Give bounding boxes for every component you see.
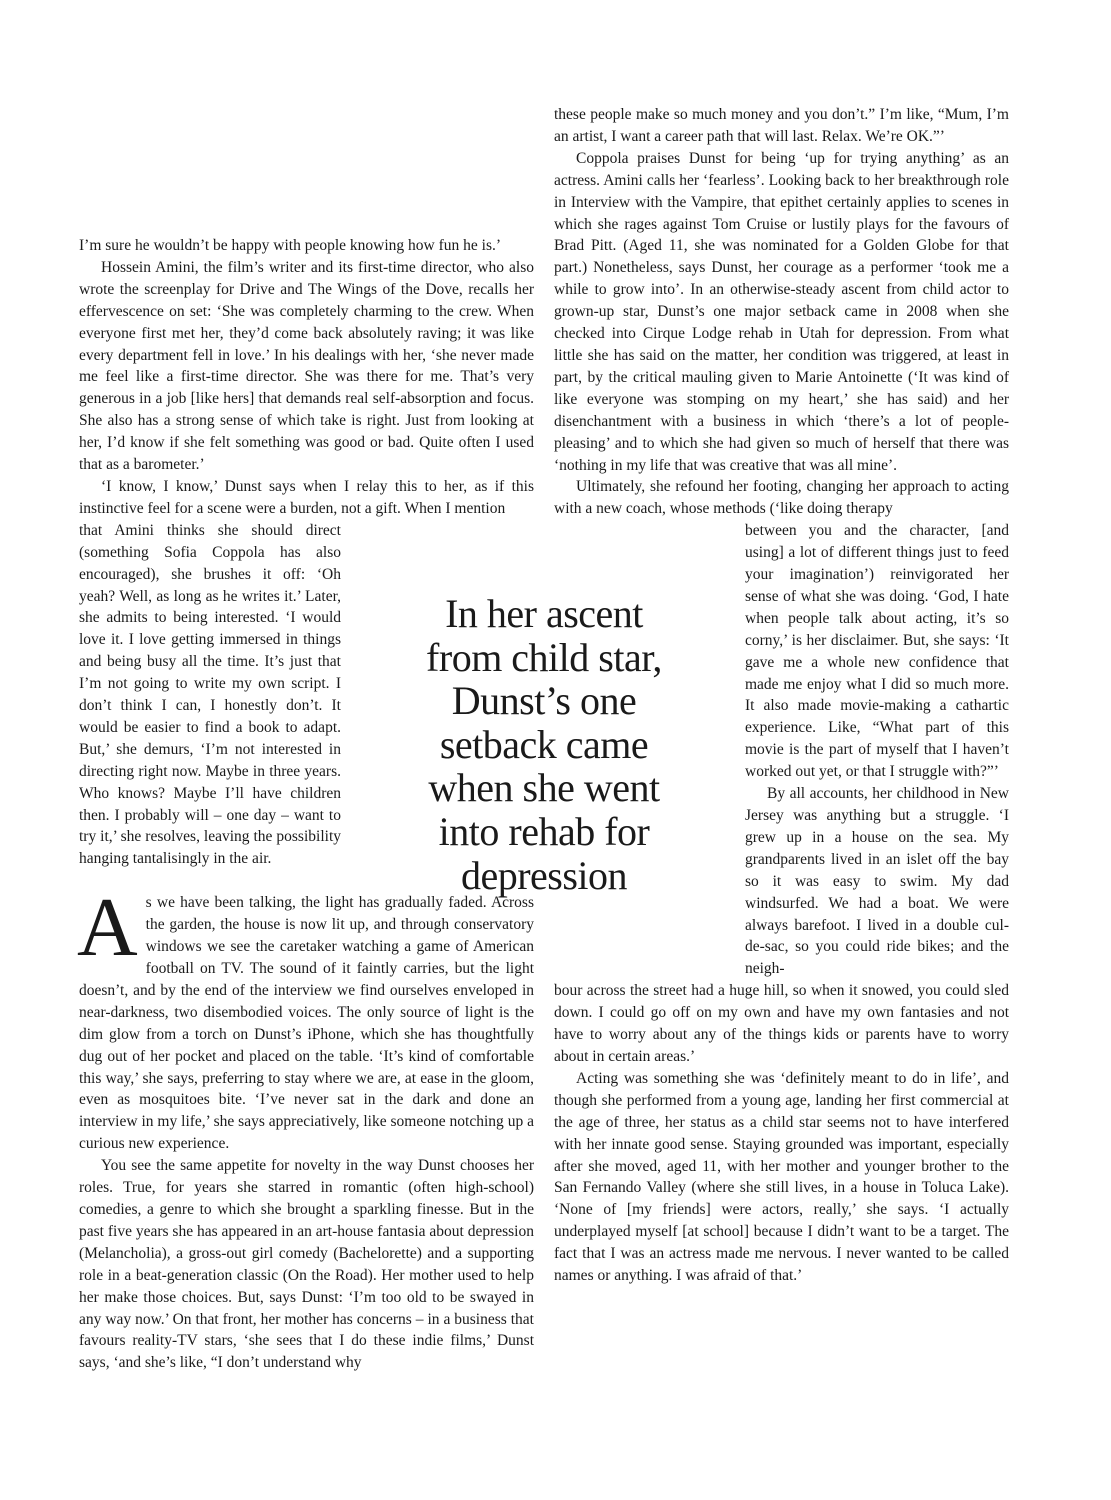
narrow-text-block — [79, 520, 341, 871]
paragraph — [77, 881, 534, 1155]
paragraph: bour across the street had a huge hill, so when it snowed, you could sled down. I could go off on my own and have my own fantasies and not have to worry about any of the things kids or parents have to worry about in certain areas.’ — [554, 982, 1009, 1065]
drop-cap: A — [77, 881, 138, 975]
paragraph: Acting was something she was ‘definitely meant to do in life’, and though she performed from a young age, landing her first commercial at the age of three, her status as a child star seems not to have interfered with her innate good sense. Staying grounded was important, especially after she moved, aged 11, with her mother and younger brother to the San Fernando Valley (where she still lives, in a house in Toluca Lake). ‘None of [my friends] were actors, really,’ she says. ‘I actually underplayed myself [at school] because I didn’t want to be a target. The fact that I was an actress made me nervous. I never wanted to be called names or anything. I was afraid of that.’ — [554, 1069, 1009, 1285]
paragraph: ‘I know, I know,’ Dunst says when I relay this to her, as if this instinctive feel for a scene were a burden, not a gift. When I mention — [79, 477, 534, 517]
paragraph: these people make so much money and you don’t.” I’m like, “Mum, I’m an artist, I want a career path that will last. Relax. We’re OK.”’ — [554, 106, 1009, 145]
paragraph: By all accounts, her childhood in New Jersey was anything but a struggle. ‘I grew up in a house on the sea. My grandparents lived in an islet off the bay so it was easy to swim. My dad windsurfed. We had a boat. We were always barefoot. I lived in a double cul-de-sac, so you could ride bikes; and the neigh- — [745, 785, 1009, 978]
paragraph: Ultimately, she refound her footing, changing her approach to acting with a new coach, whose methods (‘like doing therapy — [554, 478, 1009, 518]
paragraph: that Amini thinks she should direct (something Sofia Coppola has also encouraged), she brushes it off: ‘Oh yeah? Well, as long as he writes it.’ Later, she admits to being interested. ‘I would love it. I love getting immersed in things and being busy all the time. It’s just that I’m not going to write my own script. I don’t think I can, I honestly don’t. It would be easier to find a book to adapt. But,’ she demurs, ‘I’m not interested in directing right now. Maybe in three years. Who knows? Maybe I’ll have children then. I probably will – one day – want to try it,’ she resolves, leaving the possibility hanging tantalisingly in the air. — [79, 521, 341, 868]
narrow-text-block — [745, 520, 1009, 980]
paragraph: Hossein Amini, the film’s writer and its first-time director, who also wrote the screenplay for Drive and The Wings of the Dove, recalls her effervescence on set: ‘She was completely charming to the crew. When everyone first met her, they’d come back absolutely raving; it was like every department fell in love.’ In his dealings with her, ‘she never made me feel like a first-time director. She was there for me. That’s very generous in a job [like hers] that demands real self-absorption and focus. She also has a strong sense of which take is right. Just from looking at her, I’d know if she felt something was good or bad. Quite often I used that as a barometer.’ — [79, 258, 534, 474]
pull-quote: In her ascent from child star, Dunst’s one setback came when she went into rehab for depression — [426, 591, 662, 898]
paragraph: between you and the character, [and using] a lot of different things just to feed your imagination’) reinvigorated her sense of what she was doing. ‘God, I hate when people talk about acting, it’s so corny,’ is her disclaimer. But, she says: ‘It gave me a whole new confidence that made me enjoy what I did so much more. It also made movie-making a cathartic experience. Like, “What part of this movie is the part of myself that I haven’t worked out yet, or that I struggle with?”’ — [745, 522, 1009, 781]
paragraph: You see the same appetite for novelty in the way Dunst chooses her roles. True, for years she starred in romantic (often high-school) comedies, a genre to which she brought a sparkling finesse. But in the past five years she has appeared in an art-house fantasia about depression (Melancholia), a gross-out girl comedy (Bachelorette) and a supporting role in a beat-generation classic (On the Road). Her mother used to help her make those choices. But, says Dunst: ‘I’m too old to be swayed in any way now.’ On that front, her mother has concerns – in a business that favours reality-TV stars, ‘she sees that I do these indie films,’ Dunst says, ‘and she’s like, “I don’t understand why — [79, 1157, 534, 1372]
paragraph: I’m sure he wouldn’t be happy with people knowing how fun he is.’ — [79, 237, 502, 254]
right-column — [554, 104, 1009, 1287]
paragraph: Coppola praises Dunst for being ‘up for trying anything’ as an actress. Amini calls her ‘fearless’. Looking back to her breakthrough role in Interview with the Vampire, that epithet certainly applies to scenes in which she rages against Tom Cruise or lustily plays for the favours of Brad Pitt. (Aged 11, she was nominated for a Golden Globe for that part.) Nonetheless, says Dunst, her courage as a performer ‘took me a while to grow into’. In an otherwise-steady ascent from child actor to grown-up star, Dunst’s one major setback came in 2008 when she checked into Cirque Lodge rehab in Utah for depression. From what little she has said on the matter, her condition was triggered, at least in part, by the critical mauling given to Marie Antoinette (‘It was kind of like everyone was stomping on my heart,’ she has said) and her disenchantment with a business in which ‘there’s a lot of people-pleasing’ and to which she had given so much of herself that there was ‘nothing in my life that was creative that was all mine’. — [554, 149, 1009, 474]
paragraph-text: s we have been talking, the light has gradually faded. Across the garden, the house is now lit up, and through conservatory windows we see the caretaker watching a game of American football on TV. The sound of it faintly carries, but the light doesn’t, and by the end of the interview we find ourselves enveloped in near-darkness, two disembodied voices. The only source of light is the dim glow from a torch on Dunst’s iPhone, which she has thoughtfully dug out of her pocket and placed on the table. ‘It’s kind of comfortable this way,’ she says, preferring to stay where we are, at ease in the gloom, even as mosquitoes bite. ‘I’ve never sat in the dark and done an interview in my life,’ she says appreciatively, like someone notching up a curious new experience. — [79, 894, 534, 1153]
